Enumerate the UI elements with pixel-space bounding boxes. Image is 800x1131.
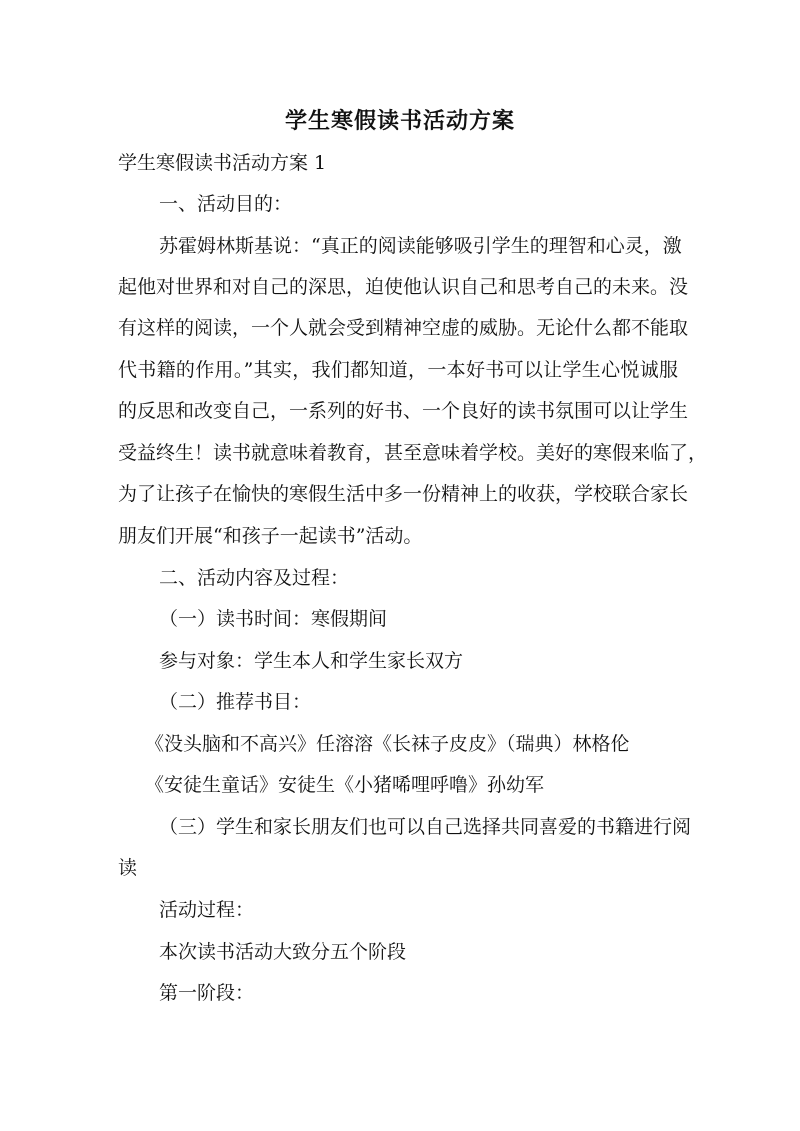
book-list-line: 《没头脑和不高兴》任溶溶《长袜子皮皮》（瑞典）林格伦 — [145, 733, 630, 755]
list-item: （一）读书时间：寒假期间 — [159, 608, 388, 630]
list-item: 参与对象：学生本人和学生家长双方 — [159, 650, 464, 672]
list-item: （三）学生和家长朋友们也可以自己选择共同喜爱的书籍进行阅 — [159, 816, 692, 838]
book-list-line: 《安徒生童话》安徒生《小猪唏哩呼噜》孙幼军 — [145, 774, 545, 796]
section-heading: 学生寒假读书活动方案 1 — [118, 152, 327, 174]
paragraph-line: 苏霍姆林斯基说：“真正的阅读能够吸引学生的理智和心灵，激 — [159, 235, 682, 257]
paragraph-heading: 活动过程： — [159, 899, 255, 921]
paragraph-line: 有这样的阅读，一个人就会受到精神空虚的威胁。无论什么都不能取 — [118, 317, 689, 339]
paragraph-line: 代书籍的作用。”其实，我们都知道，一本好书可以让学生心悦诚服 — [118, 359, 678, 381]
paragraph-line: 起他对世界和对自己的深思，迫使他认识自己和思考自己的未来。没 — [118, 276, 689, 298]
paragraph-line: 朋友们开展“和孩子一起读书”活动。 — [118, 525, 423, 547]
paragraph-heading: 二、活动内容及过程： — [159, 567, 350, 589]
paragraph-line: 受益终生！读书就意味着教育，甚至意味着学校。美好的寒假来临了， — [118, 442, 708, 464]
paragraph-heading: 一、活动目的： — [159, 193, 293, 215]
paragraph-line: 本次读书活动大致分五个阶段 — [159, 941, 407, 963]
paragraph-line: 的反思和改变自己，一系列的好书、一个良好的读书氛围可以让学生 — [118, 400, 689, 422]
paragraph-heading: 第一阶段： — [159, 982, 255, 1004]
document-title: 学生寒假读书活动方案 — [284, 108, 515, 134]
paragraph-line: 为了让孩子在愉快的寒假生活中多一份精神上的收获，学校联合家长 — [118, 483, 689, 505]
list-item: （二）推荐书目： — [159, 691, 312, 713]
list-item-continued: 读 — [118, 857, 138, 879]
